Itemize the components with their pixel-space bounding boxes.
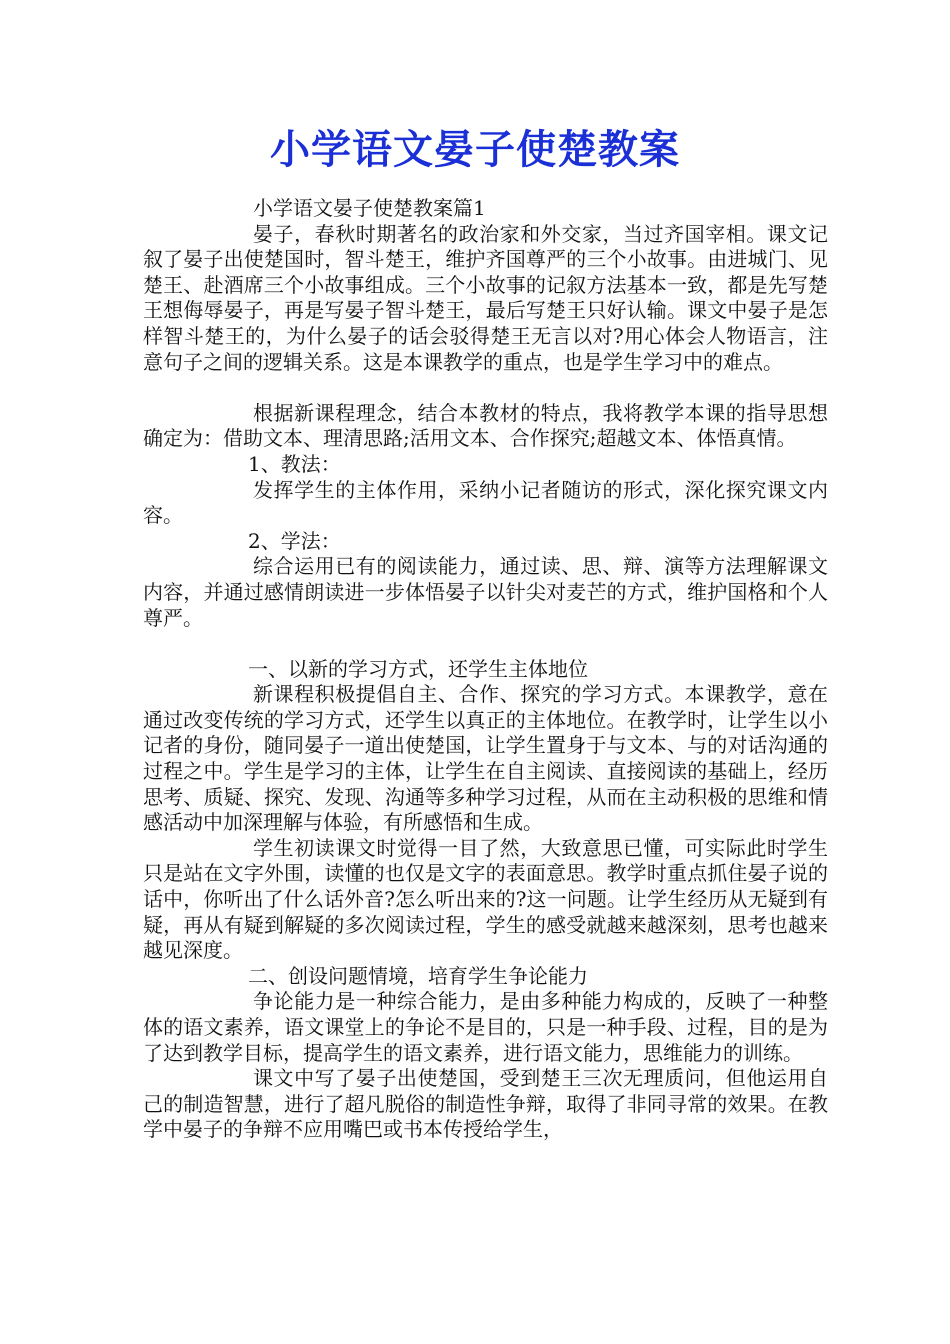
list-label: 2、学法： (248, 528, 341, 553)
paragraph: 课文中写了晏子出使楚国，受到楚王三次无理质问，但他运用自己的制造智慧，进行了超凡脱俗的制造性争辩，取得了非同寻常的效果。在教学中晏子的争辩不应用嘴巴或书本传授给学生， (143, 1066, 828, 1142)
paragraph: 新课程积极提倡自主、合作、探究的学习方式。本课教学，意在通过改变传统的学习方式，还学生以真正的主体地位。在教学时，让学生以小记者的身份，随同晏子一道出使楚国，让学生置身于与文本、与的对话沟通的过程之中。学生是学习的主体，让学生在自主阅读、直接阅读的基础上，经历思考、质疑、探究、发现、沟通等多种学习过程，从而在主动积极的思维和情感活动中加深理解与体验，有所感悟和生成。 (143, 682, 828, 835)
document-body (143, 196, 828, 1143)
paragraph: 综合运用已有的阅读能力，通过读、思、辩、演等方法理解课文内容，并通过感情朗读进一步体悟晏子以针尖对麦芒的方式，维护国格和个人尊严。 (143, 554, 828, 630)
paragraph: 根据新课程理念，结合本教材的特点，我将教学本课的指导思想确定为：借助文本、理清思路;活用文本、合作探究;超越文本、体悟真情。 (143, 400, 828, 451)
section-heading: 二、创设问题情境，培育学生争论能力 (248, 963, 588, 988)
paragraph: 发挥学生的主体作用，采纳小记者随访的形式，深化探究课文内容。 (143, 477, 828, 528)
list-label: 1、教法： (248, 451, 341, 476)
paragraph-gap (143, 375, 828, 401)
section-heading: 小学语文晏子使楚教案篇1 (253, 196, 486, 220)
paragraph: 晏子，春秋时期著名的政治家和外交家，当过齐国宰相。课文记叙了晏子出使楚国时，智斗楚王，维护齐国尊严的三个小故事。由进城门、见楚王、赴酒席三个小故事组成。三个小故事的记叙方法基本一致，都是先写楚王想侮辱晏子，再是写晏子智斗楚王，最后写楚王只好认输。课文中晏子是怎样智斗楚王的，为什么晏子的话会驳得楚王无言以对?用心体会人物语言，注意句子之间的逻辑关系。这是本课教学的重点，也是学生学习中的难点。 (143, 221, 828, 374)
paragraph-gap (143, 631, 828, 657)
document-title: 小学语文晏子使楚教案 (270, 126, 680, 173)
paragraph: 争论能力是一种综合能力，是由多种能力构成的，反映了一种整体的语文素养，语文课堂上的争论不是目的，只是一种手段、过程，目的是为了达到教学目标，提高学生的语文素养，进行语文能力，思维能力的训练。 (143, 989, 828, 1065)
paragraph: 学生初读课文时觉得一目了然，大致意思已懂，可实际此时学生只是站在文字外围，读懂的也仅是文字的表面意思。教学时重点抓住晏子说的话中，你听出了什么话外音?怎么听出来的?这一问题。让学生经历从无疑到有疑，再从有疑到解疑的多次阅读过程，学生的感受就越来越深刻，思考也越来越见深度。 (143, 835, 828, 963)
section-heading: 一、以新的学习方式，还学生主体地位 (248, 656, 588, 681)
